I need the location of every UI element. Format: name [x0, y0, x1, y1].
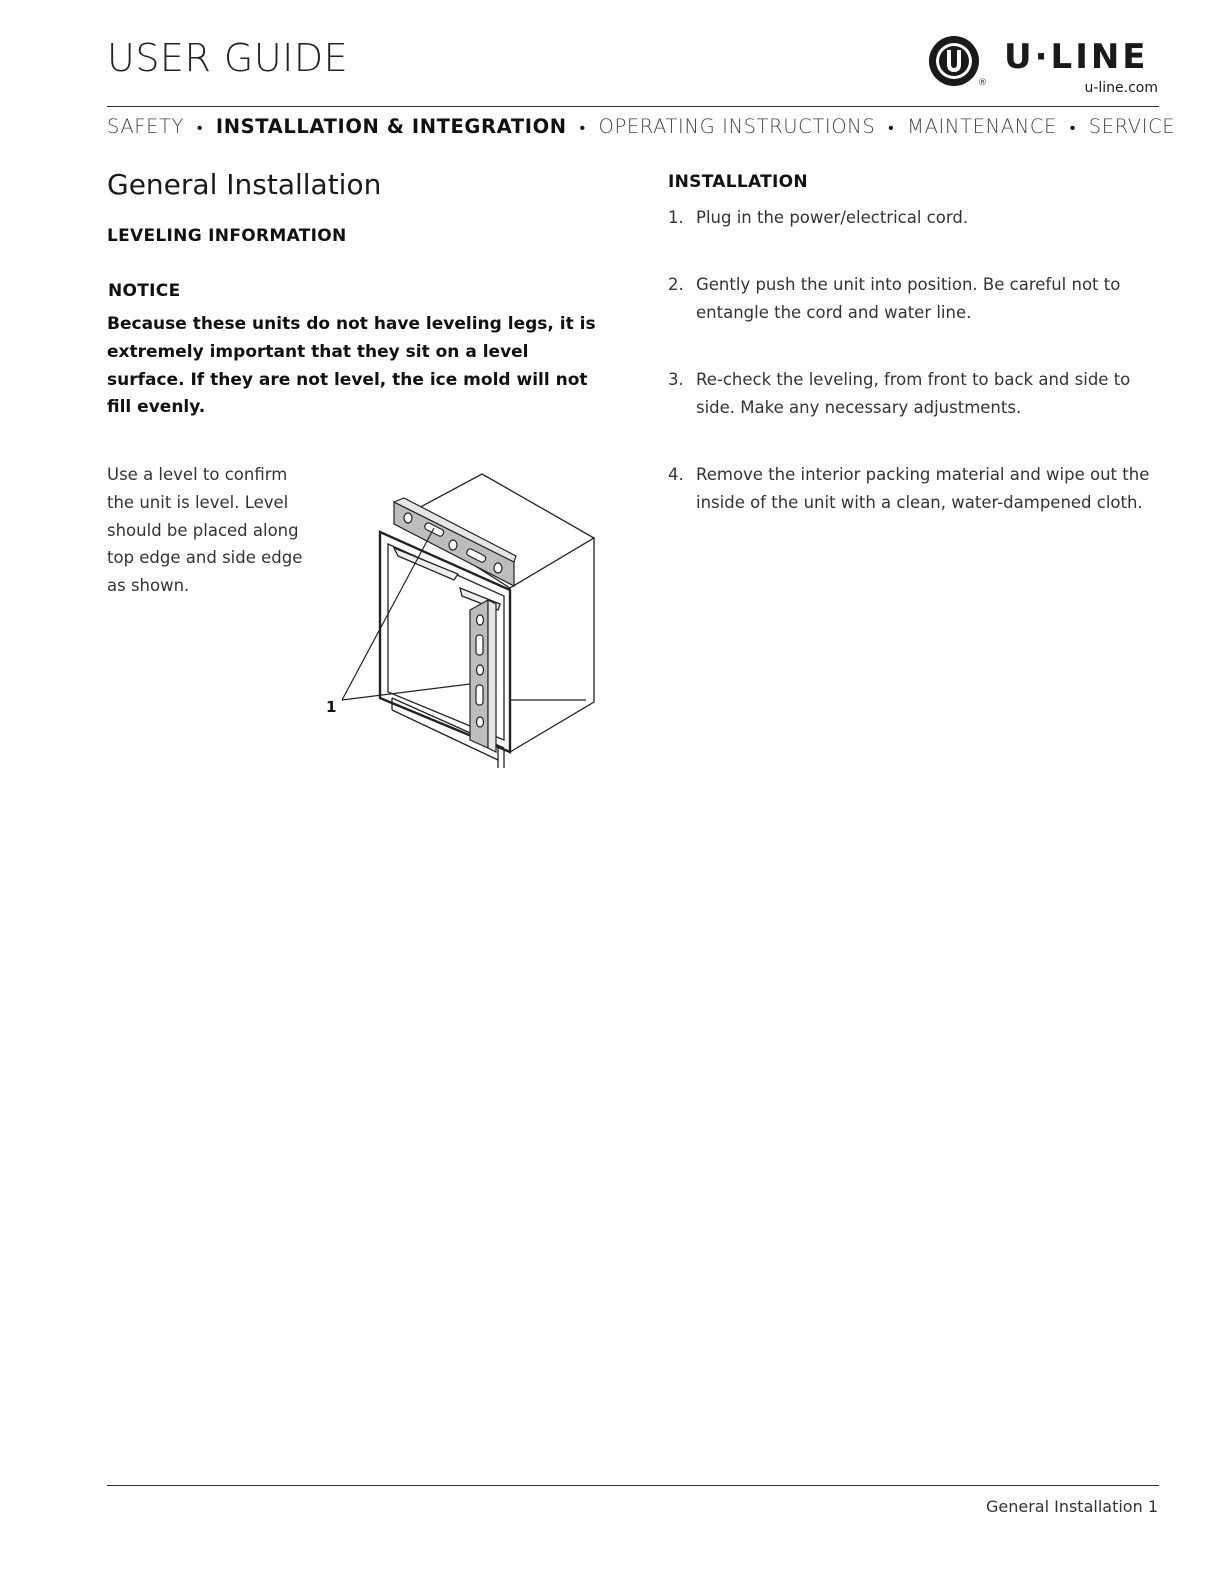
figure-callout-label: 1	[326, 698, 337, 716]
step-text-line: Plug in the power/electrical cord.	[696, 208, 969, 227]
nav-item-operating[interactable]: OPERATING INSTRUCTIONS	[598, 115, 876, 138]
notice-heading: NOTICE	[108, 281, 181, 301]
nav-separator: •	[196, 118, 204, 137]
page-footer-label: General Installation 1	[985, 1497, 1158, 1516]
step-text-line: entangle the cord and water line.	[696, 303, 972, 322]
level-text-line: Use a level to confirm	[107, 465, 288, 484]
level-text-line: should be placed along	[107, 520, 299, 540]
step-number: 4.	[668, 465, 684, 484]
list-item	[668, 461, 1168, 517]
header-divider	[107, 106, 1159, 107]
step-number: 1.	[668, 208, 684, 227]
nav-item-safety[interactable]: SAFETY	[107, 115, 185, 138]
list-item	[668, 204, 1168, 232]
nav-item-service[interactable]: SERVICE	[1088, 115, 1176, 138]
nav-separator: •	[888, 118, 895, 137]
installation-heading: INSTALLATION	[668, 172, 808, 192]
level-instructions	[107, 461, 322, 600]
list-item	[668, 271, 1168, 327]
nav-item-installation[interactable]: INSTALLATION & INTEGRATION	[215, 115, 567, 138]
footer-divider	[107, 1485, 1159, 1486]
leveling-heading: LEVELING INFORMATION	[107, 226, 347, 246]
level-text-line: the unit is level. Level	[107, 492, 289, 512]
level-placement-figure	[320, 470, 610, 775]
document-title: USER GUIDE	[107, 36, 349, 80]
brand-name: U·LINE	[1004, 37, 1149, 77]
nav-separator: •	[1069, 118, 1076, 137]
list-item	[668, 366, 1168, 422]
u-line-logo-icon	[928, 34, 980, 88]
level-text-line: top edge and side edge	[107, 548, 303, 568]
step-text-line: Re-check the leveling, from front to back and side to	[696, 370, 1131, 389]
step-text-line: Remove the interior packing material and wipe out the	[696, 465, 1150, 484]
brand-logo[interactable]	[928, 34, 1160, 96]
step-text-line: side. Make any necessary adjustments.	[696, 398, 1022, 417]
nav-item-maintenance[interactable]: MAINTENANCE	[907, 115, 1057, 138]
section-title: General Installation	[107, 168, 382, 201]
step-number: 2.	[668, 275, 684, 294]
step-text-line: inside of the unit with a clean, water-dampened cloth.	[696, 493, 1143, 512]
registered-mark: ®	[978, 78, 987, 88]
level-text-line: as shown.	[107, 576, 190, 596]
nav-separator: •	[579, 118, 586, 137]
notice-body: Because these units do not have leveling legs, it is extremely important that they sit on a level surface. If they are not level, the ice mold will not fill evenly.	[107, 314, 596, 418]
step-number: 3.	[668, 370, 684, 389]
section-nav	[107, 115, 1175, 138]
level-placement-illustration	[320, 470, 610, 775]
step-text-line: Gently push the unit into position. Be careful not to	[696, 275, 1121, 294]
brand-url[interactable]: u-line.com	[1084, 80, 1158, 96]
